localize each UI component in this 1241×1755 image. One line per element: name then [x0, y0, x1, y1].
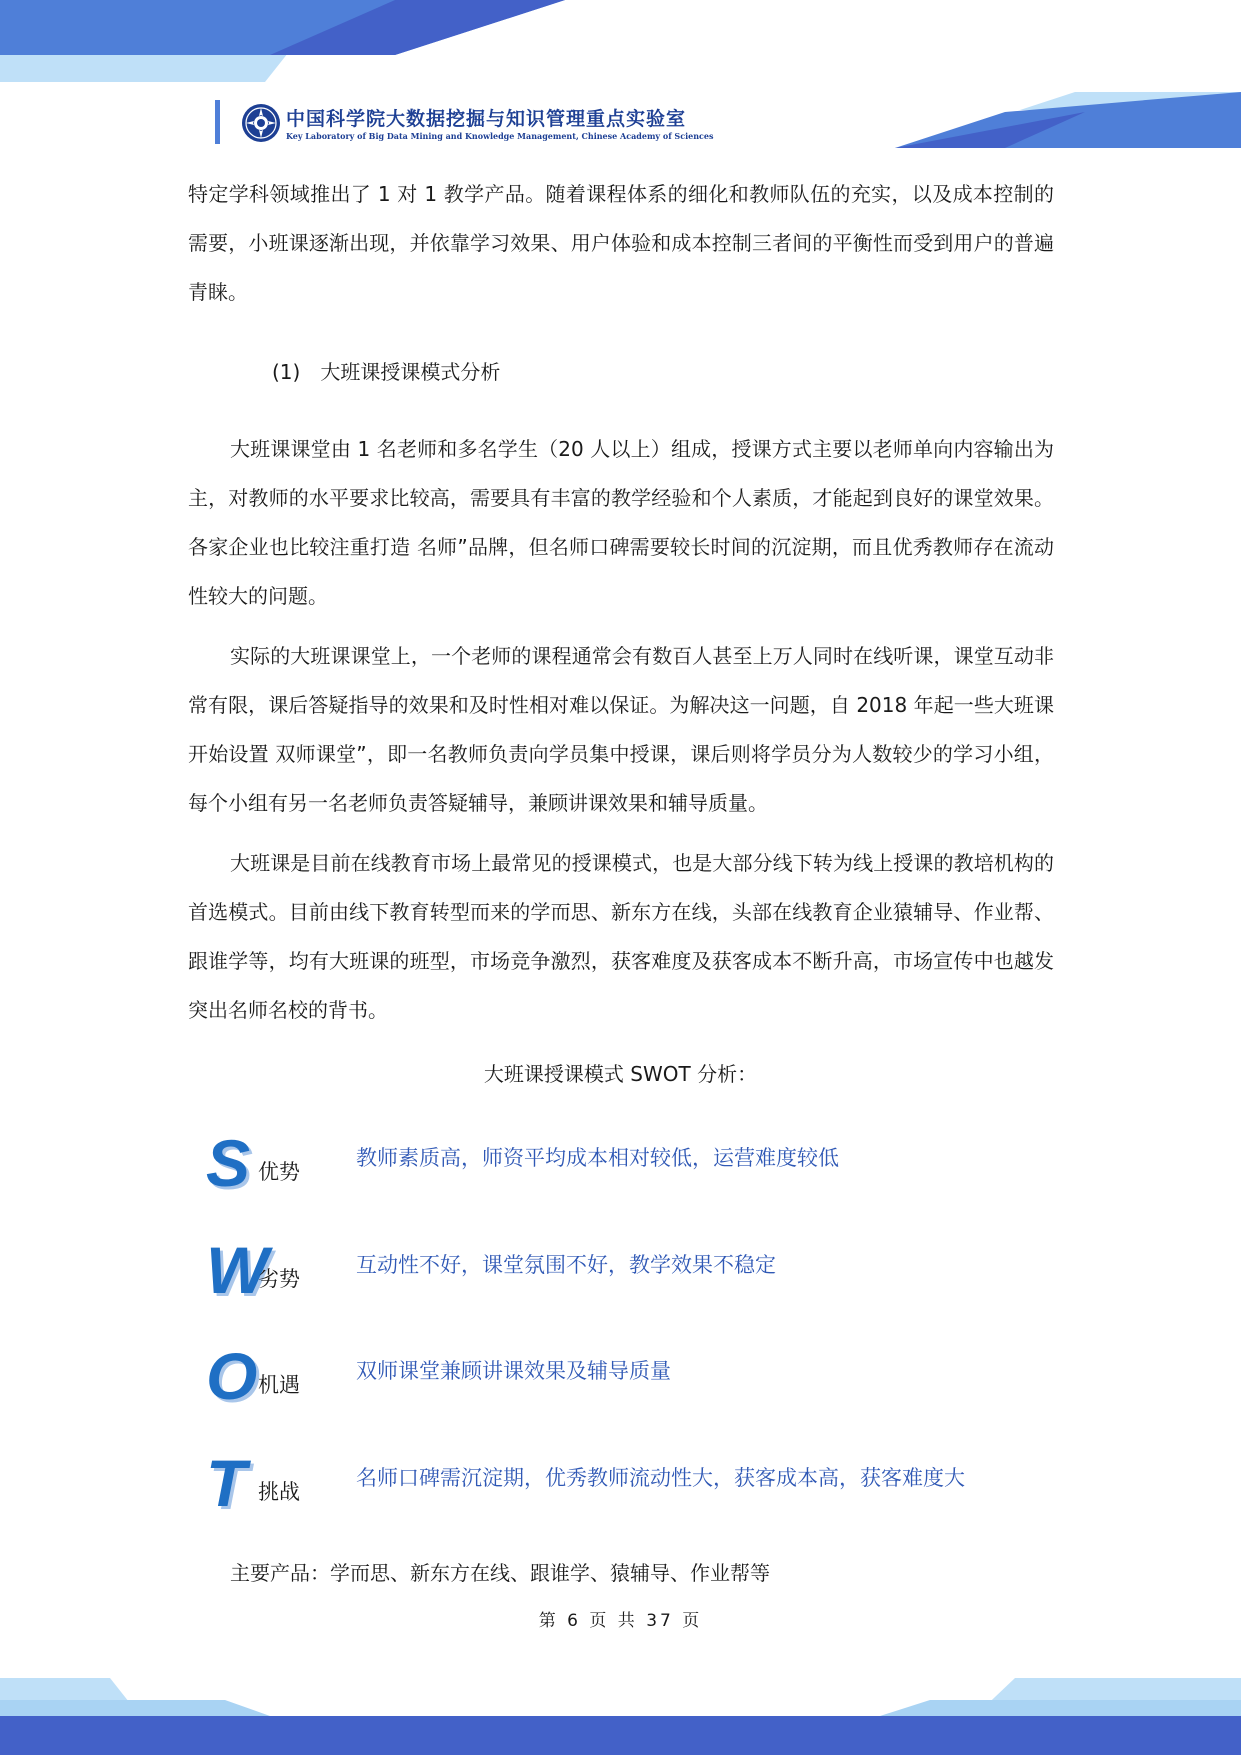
swot-letter: T: [206, 1446, 247, 1520]
section-heading: (1) 大班课授课模式分析: [272, 360, 501, 384]
main-products: 主要产品：学而思、新东方在线、跟谁学、猿辅导、作业帮等: [230, 1561, 770, 1585]
swot-letter: S: [206, 1126, 251, 1200]
swot-text: 名师口碑需沉淀期，优秀教师流动性大，获客成本高，获客难度大: [356, 1466, 965, 1490]
swot-text: 互动性不好，课堂氛围不好，教学效果不稳定: [356, 1253, 776, 1277]
document-body: [188, 170, 1054, 317]
swot-label: 劣势: [258, 1267, 300, 1291]
bottom-band-mid-left: [0, 1700, 270, 1716]
bottom-band-mid-right: [880, 1700, 1241, 1716]
lab-name-en: Key Laboratory of Big Data Mining and Knowledge Management, Chinese Academy of Sciences: [286, 131, 714, 141]
swot-label: 优势: [258, 1160, 300, 1184]
swot-label: 挑战: [258, 1480, 300, 1504]
lab-name-cn: 中国科学院大数据挖掘与知识管理重点实验室: [286, 108, 687, 130]
swot-letter: O: [206, 1339, 258, 1413]
header-accent-bar: [215, 100, 220, 144]
intro-paragraph: 特定学科领域推出了 1 对 1 教学产品。随着课程体系的细化和教师队伍的充实，以及成本控制的需要，小班课逐渐出现，并依靠学习效果、用户体验和成本控制三者间的平衡性而受到用户的普遍青睐。: [188, 182, 1054, 304]
swot-label: 机遇: [258, 1373, 300, 1397]
swot-letter: W: [206, 1233, 269, 1307]
swot-title: 大班课授课模式 SWOT 分析：: [483, 1062, 758, 1086]
paragraph: 实际的大班课课堂上，一个老师的课程通常会有数百人甚至上万人同时在线听课，课堂互动非常有限，课后答疑指导的效果和及时性相对难以保证。为解决这一问题，自 2018 年起一些大班课开始设置 双师课堂”，即一名教师负责向学员集中授课，课后则将学员分为人数较少的学习小组，每个小组有另一名老师负责答疑辅导，兼顾讲课效果和辅导质量。: [188, 644, 1054, 815]
paragraph: 大班课是目前在线教育市场上最常见的授课模式，也是大部分线下转为线上授课的教培机构的首选模式。目前由线下教育转型而来的学而思、新东方在线，头部在线教育企业猿辅导、作业帮、跟谁学等，均有大班课的班型，市场竞争激烈，获客难度及获客成本不断升高，市场宣传中也越发突出名师名校的背书。: [188, 851, 1054, 1022]
bottom-band-dark: [0, 1716, 1241, 1755]
analysis-paragraphs: [188, 425, 1054, 1035]
swot-text: 教师素质高，师资平均成本相对较低，运营难度较低: [356, 1146, 839, 1170]
cas-logo: [241, 103, 281, 143]
swot-text: 双师课堂兼顾讲课效果及辅导质量: [356, 1359, 671, 1383]
paragraph: 大班课课堂由 1 名老师和多名学生（20 人以上）组成，授课方式主要以老师单向内容输出为主，对教师的水平要求比较高，需要具有丰富的教学经验和个人素质，才能起到良好的课堂效果。各家企业也比较注重打造 名师”品牌，但名师口碑需要较长时间的沉淀期，而且优秀教师存在流动性较大的问题。: [188, 437, 1054, 608]
page-number: 第 6 页 共 37 页: [538, 1611, 703, 1631]
